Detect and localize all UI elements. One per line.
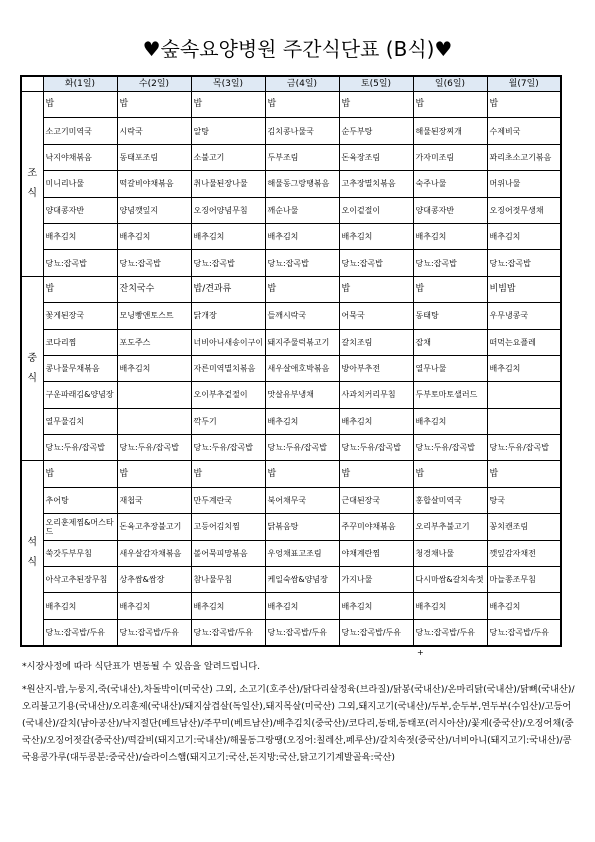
menu-cell: 새우살애호박볶음: [265, 355, 339, 381]
day-header: 금(4일): [265, 76, 339, 92]
menu-cell: 밥: [43, 92, 117, 118]
menu-cell: 새우살감자채볶음: [117, 540, 191, 566]
menu-row: [21, 514, 561, 540]
menu-cell: 포도주스: [117, 329, 191, 355]
menu-cell: 비빔밥: [487, 276, 561, 302]
menu-cell: 밥: [339, 92, 413, 118]
menu-row: [21, 619, 561, 645]
menu-row: [21, 250, 561, 276]
menu-cell: 고추장멸치볶음: [339, 171, 413, 197]
menu-cell: 탕국: [487, 487, 561, 513]
menu-cell: 당뇨:잡곡밥: [487, 250, 561, 276]
menu-cell: 구운파래김&양념장: [43, 382, 117, 408]
menu-cell: 상추쌈&쌈장: [117, 567, 191, 593]
menu-cell: [117, 408, 191, 434]
menu-cell: 우무냉콩국: [487, 303, 561, 329]
menu-cell: 우엉채표고조림: [265, 540, 339, 566]
menu-cell: 당뇨:두유/잡곡밥: [265, 435, 339, 461]
menu-cell: 당뇨:잡곡밥/두유: [191, 619, 265, 645]
menu-cell: 마늘쫑조무침: [487, 567, 561, 593]
menu-cell: 오리훈제찜&머스타드: [43, 514, 117, 540]
menu-row: [21, 355, 561, 381]
menu-cell: 밥: [413, 92, 487, 118]
menu-cell: 갈치조림: [339, 329, 413, 355]
corner-cell: [21, 76, 43, 92]
menu-cell: 배추김치: [191, 593, 265, 619]
menu-cell: 밥: [43, 461, 117, 487]
menu-cell: 밥: [487, 92, 561, 118]
menu-cell: 배추김치: [265, 408, 339, 434]
menu-cell: 가지나물: [339, 567, 413, 593]
menu-cell: 밥: [487, 461, 561, 487]
menu-cell: 김치콩나물국: [265, 118, 339, 144]
menu-cell: 순두부탕: [339, 118, 413, 144]
menu-cell: 수제비국: [487, 118, 561, 144]
menu-cell: 돼지주물럭볶고기: [265, 329, 339, 355]
menu-cell: 당뇨:잡곡밥: [265, 250, 339, 276]
menu-cell: 배추김치: [339, 408, 413, 434]
menu-cell: 고등어김치찜: [191, 514, 265, 540]
menu-cell: 볼어묵피망볶음: [191, 540, 265, 566]
menu-cell: 오징어양념무침: [191, 197, 265, 223]
menu-row: [21, 276, 561, 302]
menu-cell: 밥: [191, 92, 265, 118]
menu-cell: 당뇨:잡곡밥: [43, 250, 117, 276]
menu-cell: 낙지야채볶음: [43, 144, 117, 170]
menu-row: [21, 329, 561, 355]
menu-cell: 소고기미역국: [43, 118, 117, 144]
menu-cell: 두부토마토샐러드: [413, 382, 487, 408]
menu-cell: 아삭고추된장무침: [43, 567, 117, 593]
menu-cell: 오리부추불고기: [413, 514, 487, 540]
menu-cell: 깨순나물: [265, 197, 339, 223]
menu-cell: [117, 382, 191, 408]
menu-cell: 오이부추겉절이: [191, 382, 265, 408]
menu-cell: 당뇨:잡곡밥: [339, 250, 413, 276]
menu-cell: 가자미조림: [413, 144, 487, 170]
menu-cell: 당뇨:두유/잡곡밥: [339, 435, 413, 461]
menu-cell: 당뇨:잡곡밥/두유: [43, 619, 117, 645]
menu-cell: 밥: [339, 461, 413, 487]
menu-cell: 미니리나물: [43, 171, 117, 197]
menu-cell: 배추김치: [117, 593, 191, 619]
menu-cell: 당뇨:잡곡밥/두유: [487, 619, 561, 645]
menu-cell: 코다리찜: [43, 329, 117, 355]
menu-cell: 깻잎감자채전: [487, 540, 561, 566]
menu-cell: 닭볶음탕: [265, 514, 339, 540]
menu-cell: 돈육고추장불고기: [117, 514, 191, 540]
menu-cell: 콩나물무채볶음: [43, 355, 117, 381]
meal-label: [21, 276, 43, 461]
menu-cell: 꽈리초소고기볶음: [487, 144, 561, 170]
menu-cell: 꽃게된장국: [43, 303, 117, 329]
meal-label-char: 중: [27, 352, 38, 364]
menu-cell: [487, 408, 561, 434]
menu-cell: 근대된장국: [339, 487, 413, 513]
day-header: 토(5일): [339, 76, 413, 92]
menu-cell: 배추김치: [413, 223, 487, 249]
menu-cell: 밥: [117, 461, 191, 487]
menu-cell: 잡채: [413, 329, 487, 355]
menu-cell: 밥: [413, 461, 487, 487]
menu-cell: 시락국: [117, 118, 191, 144]
menu-row: [21, 171, 561, 197]
menu-cell: 배추김치: [413, 593, 487, 619]
menu-cell: 당뇨:두유/잡곡밥: [117, 435, 191, 461]
menu-cell: 모닝빵앤토스트: [117, 303, 191, 329]
menu-row: [21, 593, 561, 619]
menu-row: [21, 144, 561, 170]
menu-cell: 배추김치: [487, 593, 561, 619]
menu-row: [21, 303, 561, 329]
menu-cell: 들깨시락국: [265, 303, 339, 329]
menu-row: [21, 461, 561, 487]
menu-cell: 꽁치캔조림: [487, 514, 561, 540]
menu-cell: 맛살유부냉채: [265, 382, 339, 408]
menu-cell: 당뇨:잡곡밥: [191, 250, 265, 276]
menu-row: [21, 435, 561, 461]
weekly-menu-table: [20, 75, 562, 647]
day-header: 수(2일): [117, 76, 191, 92]
menu-cell: 추어탕: [43, 487, 117, 513]
menu-cell: 당뇨:두유/잡곡밥: [43, 435, 117, 461]
day-header-row: [21, 76, 561, 92]
notice-text: *시장사정에 따라 식단표가 변동될 수 있음을 알려드립니다.: [22, 661, 261, 672]
menu-cell: 배추김치: [265, 223, 339, 249]
menu-cell: 밥/견과류: [191, 276, 265, 302]
menu-row: [21, 487, 561, 513]
menu-cell: 사과치커리무침: [339, 382, 413, 408]
menu-row: [21, 118, 561, 144]
menu-cell: 알탕: [191, 118, 265, 144]
menu-cell: 취나물된장나물: [191, 171, 265, 197]
menu-cell: 잔치국수: [117, 276, 191, 302]
menu-cell: 밥: [265, 276, 339, 302]
menu-cell: 배추김치: [191, 223, 265, 249]
menu-cell: 떡갈비야채볶음: [117, 171, 191, 197]
menu-cell: 배추김치: [413, 408, 487, 434]
meal-label-char: 식: [27, 557, 38, 569]
meal-label-char: 조: [27, 167, 38, 179]
menu-cell: 돈육장조림: [339, 144, 413, 170]
plus-mark: +: [417, 648, 424, 657]
menu-cell: 소불고기: [191, 144, 265, 170]
menu-body: [21, 92, 561, 646]
menu-cell: 만두계란국: [191, 487, 265, 513]
menu-cell: 밥: [265, 92, 339, 118]
menu-cell: 배추김치: [487, 223, 561, 249]
menu-cell: 다시마쌈&갈치속젓: [413, 567, 487, 593]
origin-text: *원산지-밥,누룽지,죽(국내산),차돌박이(미국산) 그외, 소고기(호주산)/닭다리살정육(브라질)/닭봉(국내산)/온마리닭(국내산)/닭뼈(국내산)/오리불고기용(국내산)/오리훈제(국내산)/돼지삼겹살(독일산),돼지목살(미국산) 그외,돼지고기(국내산)/두부,순두부,연두부(수입산)/고등어(국내산)/갈치(남아공산)/낙지절단(베트남산)/주꾸미(베트남산)/배추김치(중국산)/코다리,동태,동태포(러시아산)/꽃게(중국산)/오징어채(중국산)/오징어젓갈(중국산)/떡갈비(돼지고기:국내산)/해물동그랑땡(오징어:칠레산,페루산)/갈치속젓(중국산)/너비아니(돼지고기:국내산)/콩국용콩가루(대두콩분:중국산)/슬라이스햄(돼지고기:국산,돈지방:국산,닭고기기계발골육:국산): [22, 684, 575, 763]
menu-cell: 밥: [413, 276, 487, 302]
menu-row: [21, 223, 561, 249]
menu-cell: 당뇨:잡곡밥/두유: [339, 619, 413, 645]
menu-cell: 배추김치: [339, 223, 413, 249]
menu-row: [21, 408, 561, 434]
menu-cell: 케일숙쌈&양념장: [265, 567, 339, 593]
page-title: ♥숲속요양병원 주간식단표 (B식)♥: [142, 37, 453, 61]
menu-row: [21, 567, 561, 593]
menu-cell: 방아부추전: [339, 355, 413, 381]
menu-cell: 오이겉절이: [339, 197, 413, 223]
menu-cell: 배추김치: [43, 223, 117, 249]
meal-label-char: 석: [27, 537, 38, 549]
meal-label: [21, 92, 43, 277]
menu-cell: 배추김치: [265, 593, 339, 619]
day-header: 월(7일): [487, 76, 561, 92]
menu-cell: 배추김치: [487, 355, 561, 381]
menu-cell: 동태포조림: [117, 144, 191, 170]
menu-cell: 청경채나물: [413, 540, 487, 566]
menu-cell: 떠먹는요플레: [487, 329, 561, 355]
menu-cell: 해물동그랑땡볶음: [265, 171, 339, 197]
menu-cell: 당뇨:잡곡밥: [117, 250, 191, 276]
menu-cell: 밥: [339, 276, 413, 302]
day-header: 일(6일): [413, 76, 487, 92]
menu-cell: 당뇨:잡곡밥/두유: [413, 619, 487, 645]
menu-cell: 밥: [43, 276, 117, 302]
meal-label-char: 식: [27, 187, 38, 199]
menu-cell: 밥: [117, 92, 191, 118]
menu-cell: 홍합살미역국: [413, 487, 487, 513]
menu-row: [21, 92, 561, 118]
menu-cell: 자른미역멸치볶음: [191, 355, 265, 381]
menu-cell: 밥: [191, 461, 265, 487]
menu-cell: [487, 382, 561, 408]
menu-cell: 숙주나물: [413, 171, 487, 197]
menu-cell: 열무물김치: [43, 408, 117, 434]
day-header: 목(3일): [191, 76, 265, 92]
menu-cell: 배추김치: [117, 223, 191, 249]
menu-cell: 밥: [265, 461, 339, 487]
menu-cell: 야채계란찜: [339, 540, 413, 566]
menu-cell: 재첩국: [117, 487, 191, 513]
menu-cell: 너비아니새송이구이: [191, 329, 265, 355]
menu-cell: 동태탕: [413, 303, 487, 329]
menu-cell: 당뇨:두유/잡곡밥: [487, 435, 561, 461]
day-header: 화(1일): [43, 76, 117, 92]
menu-cell: 열무나물: [413, 355, 487, 381]
menu-cell: 당뇨:두유/잡곡밥: [191, 435, 265, 461]
menu-cell: 해물된장찌개: [413, 118, 487, 144]
menu-cell: 깍두기: [191, 408, 265, 434]
menu-cell: 당뇨:잡곡밥/두유: [265, 619, 339, 645]
menu-cell: 주꾸미야채볶음: [339, 514, 413, 540]
menu-row: [21, 382, 561, 408]
menu-cell: 양념깻잎지: [117, 197, 191, 223]
menu-cell: 참나물무침: [191, 567, 265, 593]
menu-cell: 어묵국: [339, 303, 413, 329]
meal-label: [21, 461, 43, 646]
menu-cell: 당뇨:두유/잡곡밥: [413, 435, 487, 461]
menu-cell: 북어채무국: [265, 487, 339, 513]
menu-cell: 배추김치: [117, 355, 191, 381]
menu-cell: 양대콩자반: [413, 197, 487, 223]
menu-cell: 배추김치: [339, 593, 413, 619]
menu-cell: 쑥갓두부무침: [43, 540, 117, 566]
menu-row: [21, 540, 561, 566]
menu-cell: 머위나물: [487, 171, 561, 197]
menu-cell: 오징어젓무생채: [487, 197, 561, 223]
menu-cell: 두부조림: [265, 144, 339, 170]
menu-cell: 닭개장: [191, 303, 265, 329]
menu-cell: 당뇨:잡곡밥: [413, 250, 487, 276]
meal-label-char: 식: [27, 372, 38, 384]
menu-row: [21, 197, 561, 223]
menu-cell: 배추김치: [43, 593, 117, 619]
menu-cell: 당뇨:잡곡밥/두유: [117, 619, 191, 645]
menu-cell: 양대콩자반: [43, 197, 117, 223]
